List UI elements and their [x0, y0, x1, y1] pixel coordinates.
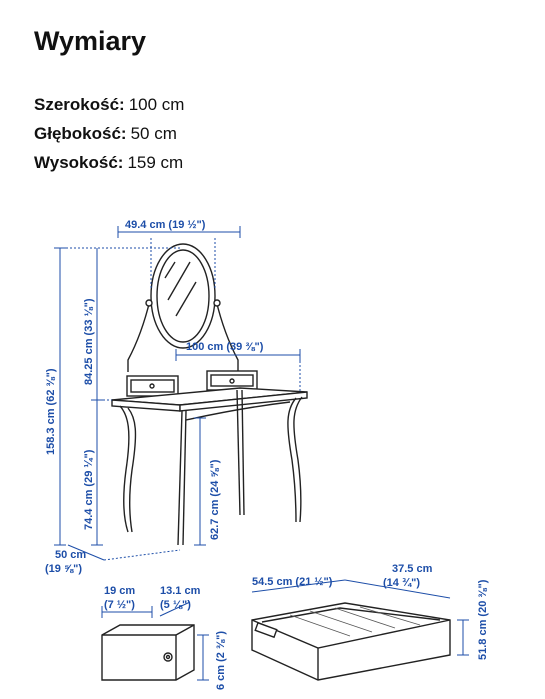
small-drawer-depth-cm-label: 13.1 cm — [160, 585, 201, 597]
small-drawer-width-in-label: (7 ½") — [104, 599, 135, 611]
total-height-label: 158.3 cm (62 ⅜") — [45, 368, 57, 455]
small-drawer-width-cm-label: 19 cm — [104, 585, 136, 597]
small-drawer-depth-in-label: (5 ⅛") — [160, 599, 191, 611]
mirror-width-label: 49.4 cm (19 ½") — [125, 219, 206, 231]
small-drawer-illustration — [102, 602, 209, 680]
mirror-height-label: 84.25 cm (33 ⅛") — [83, 298, 95, 385]
spec-width-value: 100 cm — [128, 95, 185, 114]
spec-height-value: 159 cm — [127, 153, 184, 172]
large-drawer-height-label: 51.8 cm (20 ⅜") — [477, 579, 489, 660]
spec-width-label: Szerokość: — [34, 95, 125, 114]
large-drawer-width-label: 54.5 cm (21 ½") — [252, 576, 333, 588]
spec-depth-label: Głębokość: — [34, 124, 127, 143]
spec-height-label: Wysokość: — [34, 153, 124, 172]
spec-depth-value: 50 cm — [130, 124, 177, 143]
small-drawer-height-label: 6 cm (2 ⅜") — [215, 630, 227, 690]
depth-in-label: (19 ⅝") — [45, 563, 83, 575]
depth-cm-label: 50 cm — [55, 549, 87, 561]
large-drawer-illustration — [252, 580, 469, 680]
large-drawer-depth-cm-label: 37.5 cm — [392, 563, 433, 575]
large-drawer-depth-in-label: (14 ¾") — [383, 577, 421, 589]
page-title: Wymiary — [34, 26, 147, 56]
table-width-label: 100 cm (39 ⅜") — [186, 341, 264, 353]
table-height-label: 74.4 cm (29 ¼") — [83, 449, 95, 530]
knee-height-label: 62.7 cm (24 ⅝") — [209, 459, 221, 540]
